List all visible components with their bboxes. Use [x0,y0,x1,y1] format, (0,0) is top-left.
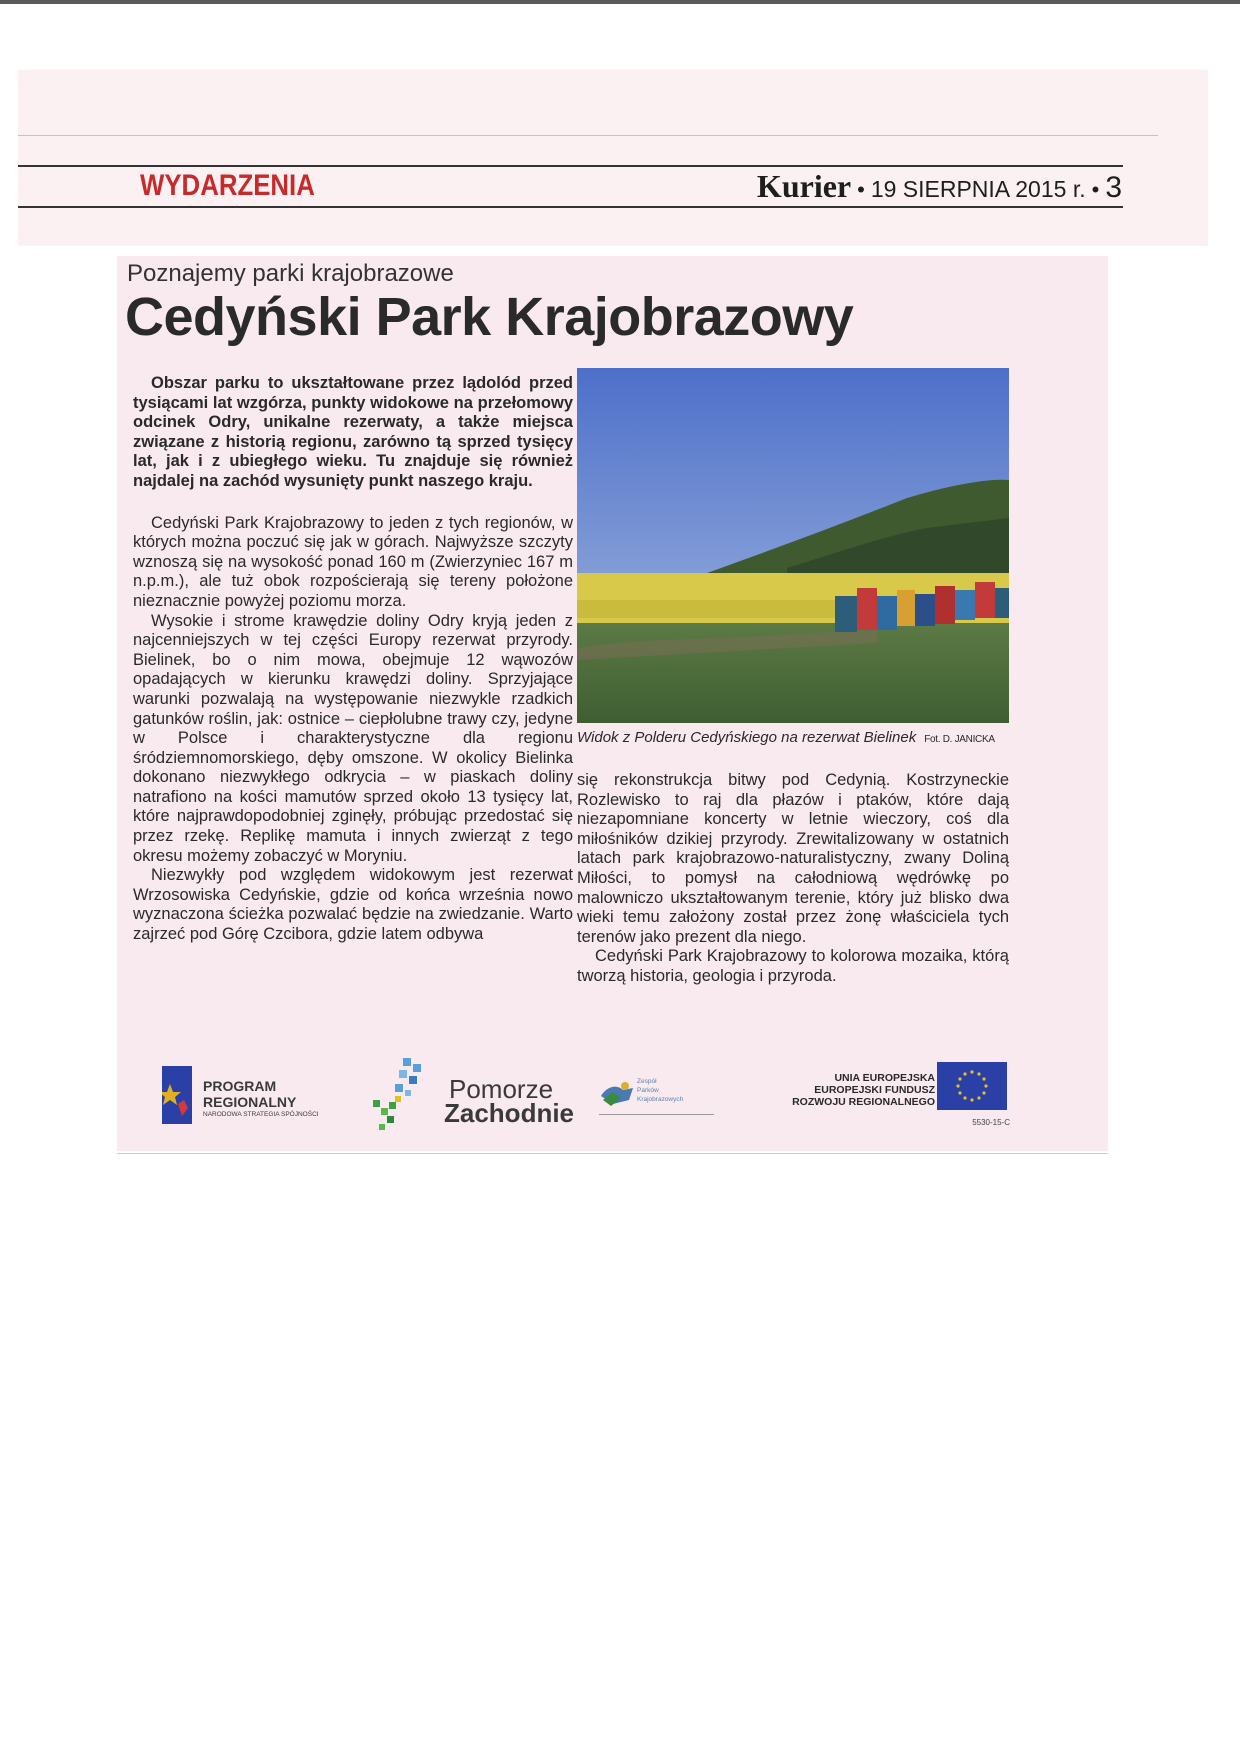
program-regionalny-icon [162,1066,192,1124]
program-line1: PROGRAM [203,1078,277,1094]
zespol-line3: Krajobrazowych [637,1096,684,1103]
zespol-line1: Zespół [637,1078,657,1085]
photo-caption [577,729,1009,746]
eu-line2: EUROPEJSKI FUNDUSZ [814,1084,935,1096]
header-rule-lower [18,206,1123,208]
program-line3: NARODOWA STRATEGIA SPÓJNOŚCI [203,1111,319,1118]
article-column-left [133,374,573,945]
eu-line3: ROZWOJU REGIONALNEGO [792,1096,935,1108]
article-paragraph: Cedyński Park Krajobrazowy to jeden z tych regionów, w których można poczuć się jak w górach. Najwyższe szczyty wznoszą się na wysokość ponad 160 m (Zwierzyniec 167 m n.p.m.), ale tuż obok rozpościerają się tereny położone nieznacznie powyżej poziomu morza. [133,513,573,610]
pomorze-line2: Zachodnie [444,1098,575,1128]
paper-name: Kurier [756,168,852,204]
header-strip [18,70,1208,246]
clipping-bottom-rule [117,1153,1108,1154]
page-number: 3 [1105,171,1122,204]
landscape-photo [577,368,1009,723]
article-photo [577,368,1009,723]
article-paragraph: Niezwykły pod względem widokowym jest rezerwat Wrzosowiska Cedyńskie, gdzie od końca września nowo wyznaczona ścieżka pozwalać będzie na zwiedzanie. Warto zajrzeć pod Górę Czcibora, gdzie latem odbywa [133,866,573,944]
article-clipping [117,256,1108,1151]
issue-date: 19 SIERPNIA 2015 r. [870,176,1086,202]
photo-credit: Fot. D. JANICKA [924,734,995,745]
program-line2: REGIONALNY [203,1094,297,1110]
eu-flag-icon [937,1062,1007,1110]
masthead [757,166,1122,206]
program-regionalny-logo [162,1066,342,1128]
eu-line1: UNIA EUROPEJSKA [834,1072,935,1084]
zespol-line2: Parków [637,1087,659,1094]
separator-dot: • [857,177,865,202]
zespol-underline [599,1114,714,1115]
article-paragraph: się rekonstrukcja bitwy pod Cedynią. Kostrzyneckie Rozlewisko to raj dla płazów i ptaków, które dają niezapomniane koncerty w letnie wieczory, coś dla miłośników dzikiej przyrody. Zrewitalizowany w ostatnich latach park krajobrazowo-naturalistyczny, zwany Doliną Miłości, to pomysł na całodniową wędrówkę po malowniczo ukształtowanym terenie, który już blisko dwa wieki temu założony został przez żonę właściciela tych terenów jako prezent dla niego. [577,771,1009,946]
article-headline: Cedyński Park Krajobrazowy [125,287,854,347]
header-rule-top [18,135,1158,136]
pomorze-line1: Pomorze [449,1074,554,1104]
section-label: WYDARZENIA [140,169,315,202]
pomorze-zachodnie-icon [369,1056,429,1136]
scan-top-edge [0,0,1240,4]
zespol-parkow-icon [599,1078,635,1108]
separator-dot: • [1091,177,1100,202]
zespol-parkow-logo [599,1072,719,1122]
article-paragraph: Cedyński Park Krajobrazowy to kolorowa mozaika, którą tworzą historia, geologia i przyroda. [577,947,1009,985]
article-paragraph: Wysokie i strome krawędzie doliny Odry kryją jeden z najcenniejszych w tej części Europy rezerwat przyrody. Bielinek, bo o nim mowa, obejmuje 12 wąwozów opadających w kierunku krawędzi doliny. Sprzyjające warunki pozwalają na występowanie niezwykle rzadkich gatunków roślin, jak: ostnice – ciepłolubne trawy czy, jedyne w Polsce i charakterystyczne dla regionu śródziemnomorskiego, dęby omszone. W okolicy Bielinka dokonano niezwykłego odkrycia – w piaskach doliny natrafiono na kości mamutów sprzed około 13 tysięcy lat, które najprawdopodobniej zginęły, próbując przedostać się przez rzekę. Replikę mamuta i innych zwierząt z tego okresu możemy zobaczyć w Moryniu. [133,611,573,865]
photo-caption-text: Widok z Polderu Cedyńskiego na rezerwat Bielinek [577,729,917,746]
eu-logo [747,1062,1007,1112]
article-lead: Obszar parku to ukształtowane przez lądolód przed tysiącami lat wzgórza, punkty widokowe na przełomowy odcinek Odry, unikalne rezerwaty, a także miejsca związane z historią regionu, zarówno tą sprzed tysięcy lat, jak i z ubiegłego wieku. Tu znajduje się również najdalej na zachód wysunięty punkt naszego kraju. [133,374,573,490]
sponsor-logos [117,1046,1108,1141]
pomorze-zachodnie-logo [369,1056,575,1136]
article-column-right [577,771,1009,987]
reference-code: 5530-15-C [972,1118,1010,1127]
article-kicker: Poznajemy parki krajobrazowe [127,260,454,287]
eu-text [792,1072,935,1108]
